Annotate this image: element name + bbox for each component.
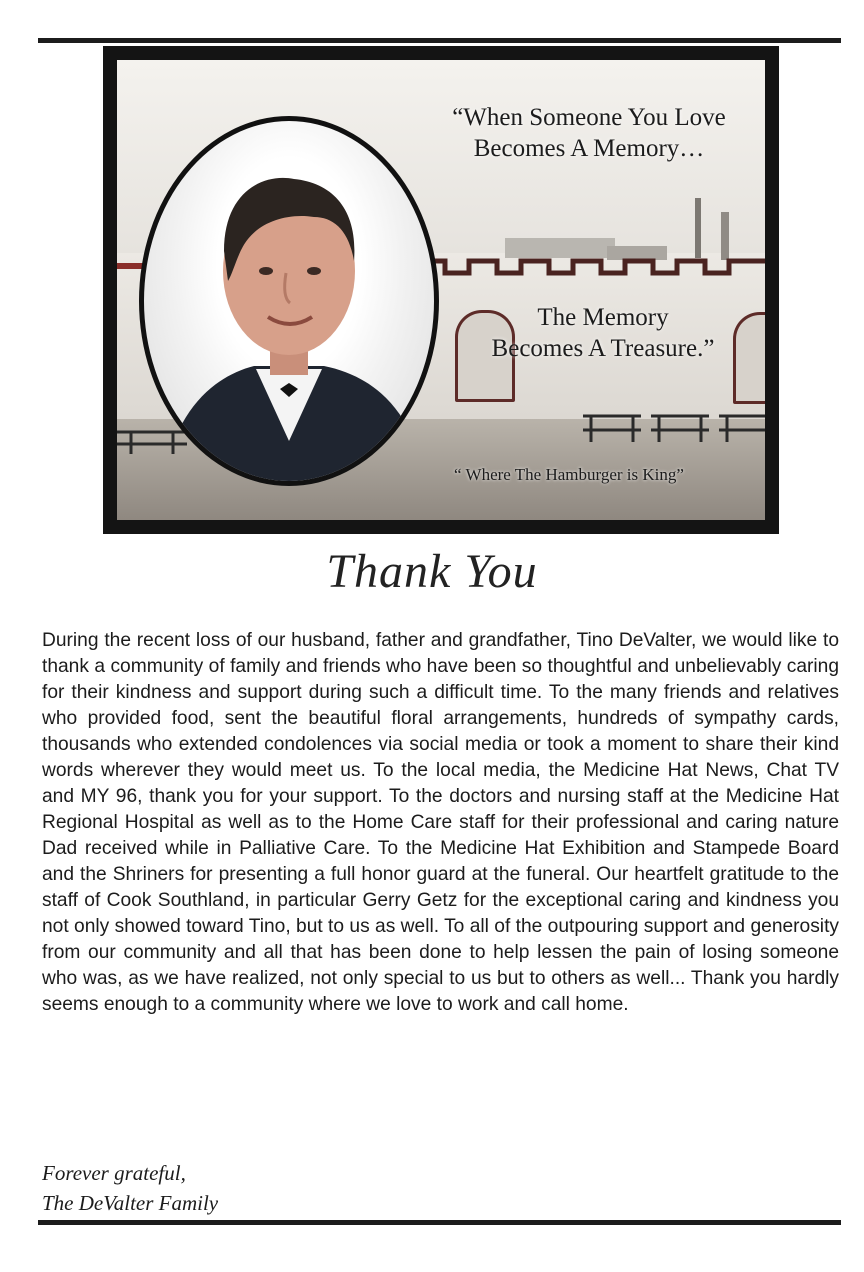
picnic-tables — [581, 412, 765, 446]
rooftop-vents — [505, 238, 615, 258]
family-signature: The DeValter Family — [42, 1191, 219, 1215]
closing-line: Forever grateful, — [42, 1161, 186, 1185]
memorial-quote-bottom: The Memory Becomes A Treasure.” — [491, 304, 715, 363]
castle-battlement — [417, 257, 765, 281]
page-title: Thank You — [326, 545, 538, 598]
photo-scene — [117, 60, 765, 520]
memorial-photo — [103, 46, 779, 534]
man-portrait-illustration — [144, 121, 434, 481]
top-divider — [38, 38, 841, 43]
restaurant-tagline: “ Where The Hamburger is King” — [454, 465, 684, 484]
bottom-divider — [38, 1220, 841, 1225]
portrait-oval — [139, 116, 439, 486]
thank-you-message: During the recent loss of our husband, father and grandfather, Tino DeValter, we would like to thank a community of family and friends who have been so thoughtful and unbelievably caring for their kindness and support during such a difficult time. To the many friends and relatives who provided food, sent the beautiful floral arrangements, hundreds of sympathy cards, thousands who extended condolences via social media or took a moment to share their kind words wherever they would meet us. To the local media, the Medicine Hat News, Chat TV and MY 96, thank you for your support. To the doctors and nursing staff at the Medicine Hat Regional Hospital as well as to the Home Care staff for their professional and caring nature Dad received while in Palliative Care. To the Medicine Hat Exhibition and Stampede Board and the Shriners for presenting a full honor guard at the funeral. Our heartfelt gratitude to the staff of Cook Southland, in particular Gerry Getz for the exceptional caring and kindness you not only showed toward Tino, but to us as well. To all of the outpouring support and generosity from our community and all that has been done to help lessen the pain of losing someone who was, as we have realized, not only special to us but to others as well... Thank you hardly seems enough to a community where we love to work and call home. — [42, 630, 839, 1015]
rooftop-pole — [695, 198, 701, 258]
signature-block — [42, 1158, 218, 1218]
memorial-quote-top: “When Someone You Love Becomes A Memory… — [452, 104, 726, 163]
